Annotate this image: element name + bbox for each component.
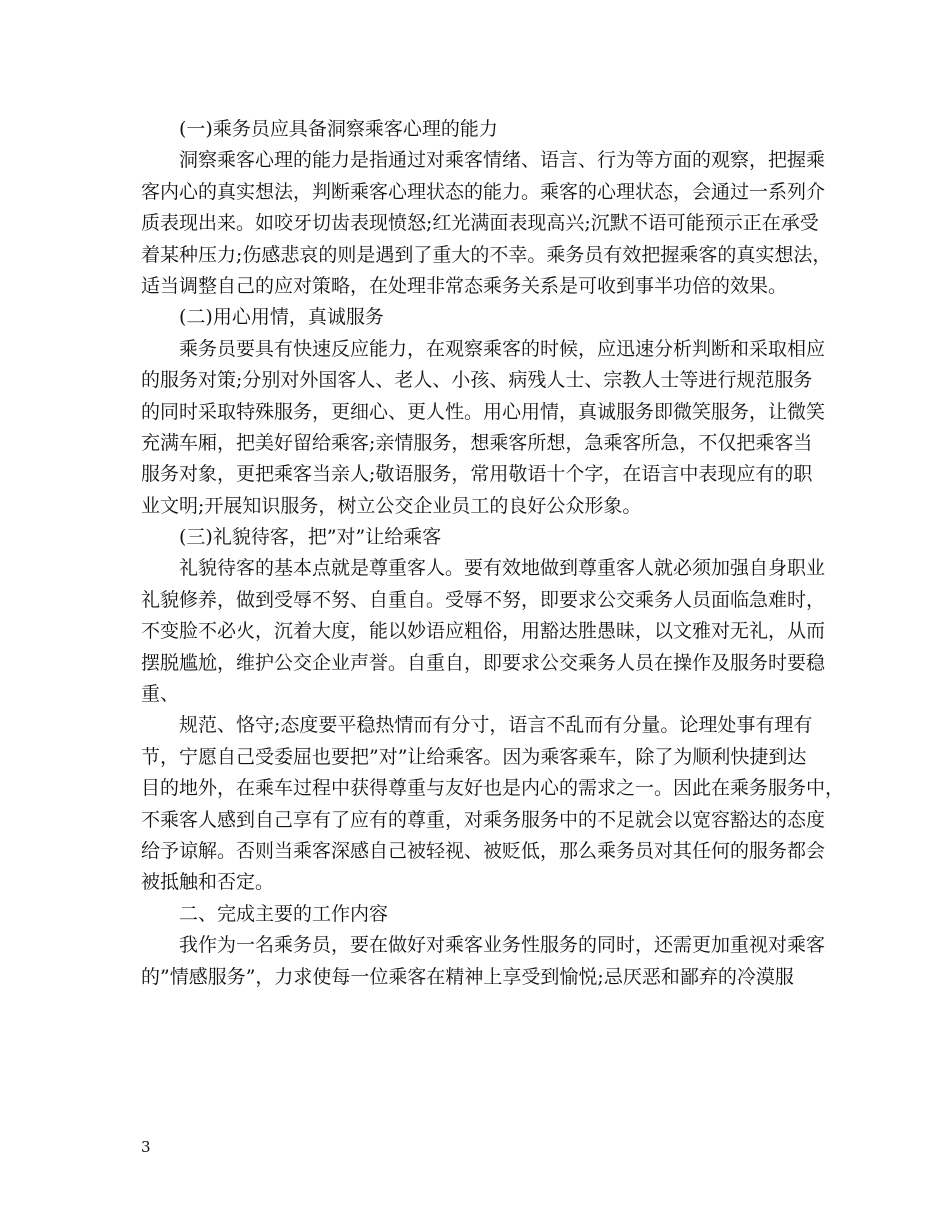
text-line: 二、完成主要的工作内容	[179, 902, 389, 925]
text-line: 我作为一名乘务员，要在做好对乘客业务性服务的同时，还需更加重视对乘客	[179, 934, 826, 957]
text-lines	[141, 114, 845, 993]
text-line: 礼貌修养，做到受辱不努、自重自。受辱不努，即要求公交乘务人员面临急难时，	[141, 588, 826, 611]
text-line: (三)礼貌待客，把”对”让给乘客	[179, 526, 442, 549]
text-line: 给予谅解。否则当乘客深感自己被轻视、被贬低，那么乘务员对其任何的服务都会	[141, 839, 826, 862]
text-line: 目的地外，在乘车过程中获得尊重与友好也是内心的需求之一。因此在乘务服务中，	[141, 777, 845, 800]
document-body	[141, 114, 845, 993]
text-line: 乘务员要具有快速反应能力，在观察乘客的时候，应迅速分析判断和采取相应	[179, 337, 826, 360]
text-line: 的服务对策;分别对外国客人、老人、小孩、病残人士、宗教人士等进行规范服务	[141, 369, 813, 392]
text-line: 洞察乘客心理的能力是指通过对乘客情绪、语言、行为等方面的观察，把握乘	[179, 149, 826, 172]
text-line: 适当调整自己的应对策略，在处理非常态乘务关系是可收到事半功倍的效果。	[141, 274, 788, 297]
text-line: 质表现出来。如咬牙切齿表现愤怒;红光满面表现高兴;沉默不语可能预示正在承受	[141, 212, 819, 235]
text-line: 客内心的真实想法，判断乘客心理状态的能力。乘客的心理状态，会通过一系列介	[141, 180, 826, 203]
page-number: 3	[141, 1138, 151, 1156]
text-line: 着某种压力;伤感悲哀的则是遇到了重大的不幸。乘务员有效把握乘客的真实想法，	[141, 243, 832, 266]
text-line: (二)用心用情，真诚服务	[179, 306, 384, 329]
text-line: 不变脸不必火，沉着大度，能以妙语应粗俗，用豁达胜愚昧，以文雅对无礼，从而	[141, 620, 826, 643]
text-line: 规范、恪守;态度要平稳热情而有分寸，语言不乱而有分量。论理处事有理有	[179, 714, 813, 737]
text-line: 被抵触和否定。	[141, 871, 275, 894]
text-line: 的同时采取特殊服务，更细心、更人性。用心用情，真诚服务即微笑服务，让微笑	[141, 400, 826, 423]
text-line: 的”情感服务”，力求使每一位乘客在精神上享受到愉悦;忌厌恶和鄙弃的冷漠服	[141, 965, 794, 988]
text-line: 充满车厢，把美好留给乘客;亲情服务，想乘客所想，急乘客所急，不仅把乘客当	[141, 431, 813, 454]
text-line: 业文明;开展知识服务，树立公交企业员工的良好公众形象。	[141, 494, 642, 517]
text-line: 摆脱尴尬，维护公交企业声誉。自重自，即要求公交乘务人员在操作及服务时要稳	[141, 651, 826, 674]
text-line: 节，宁愿自己受委屈也要把”对”让给乘客。因为乘客乘车，除了为顺利快捷到达	[141, 745, 807, 768]
text-line: 不乘客人感到自己享有了应有的尊重，对乘务服务中的不足就会以宽容豁达的态度	[141, 808, 826, 831]
text-line: 礼貌待客的基本点就是尊重客人。要有效地做到尊重客人就必须加强自身职业	[179, 557, 826, 580]
text-line: 重、	[141, 683, 180, 706]
text-line: (一)乘务员应具备洞察乘客心理的能力	[179, 118, 498, 140]
text-line: 服务对象，更把乘客当亲人;敬语服务，常用敬语十个字，在语言中表现应有的职	[141, 463, 813, 486]
